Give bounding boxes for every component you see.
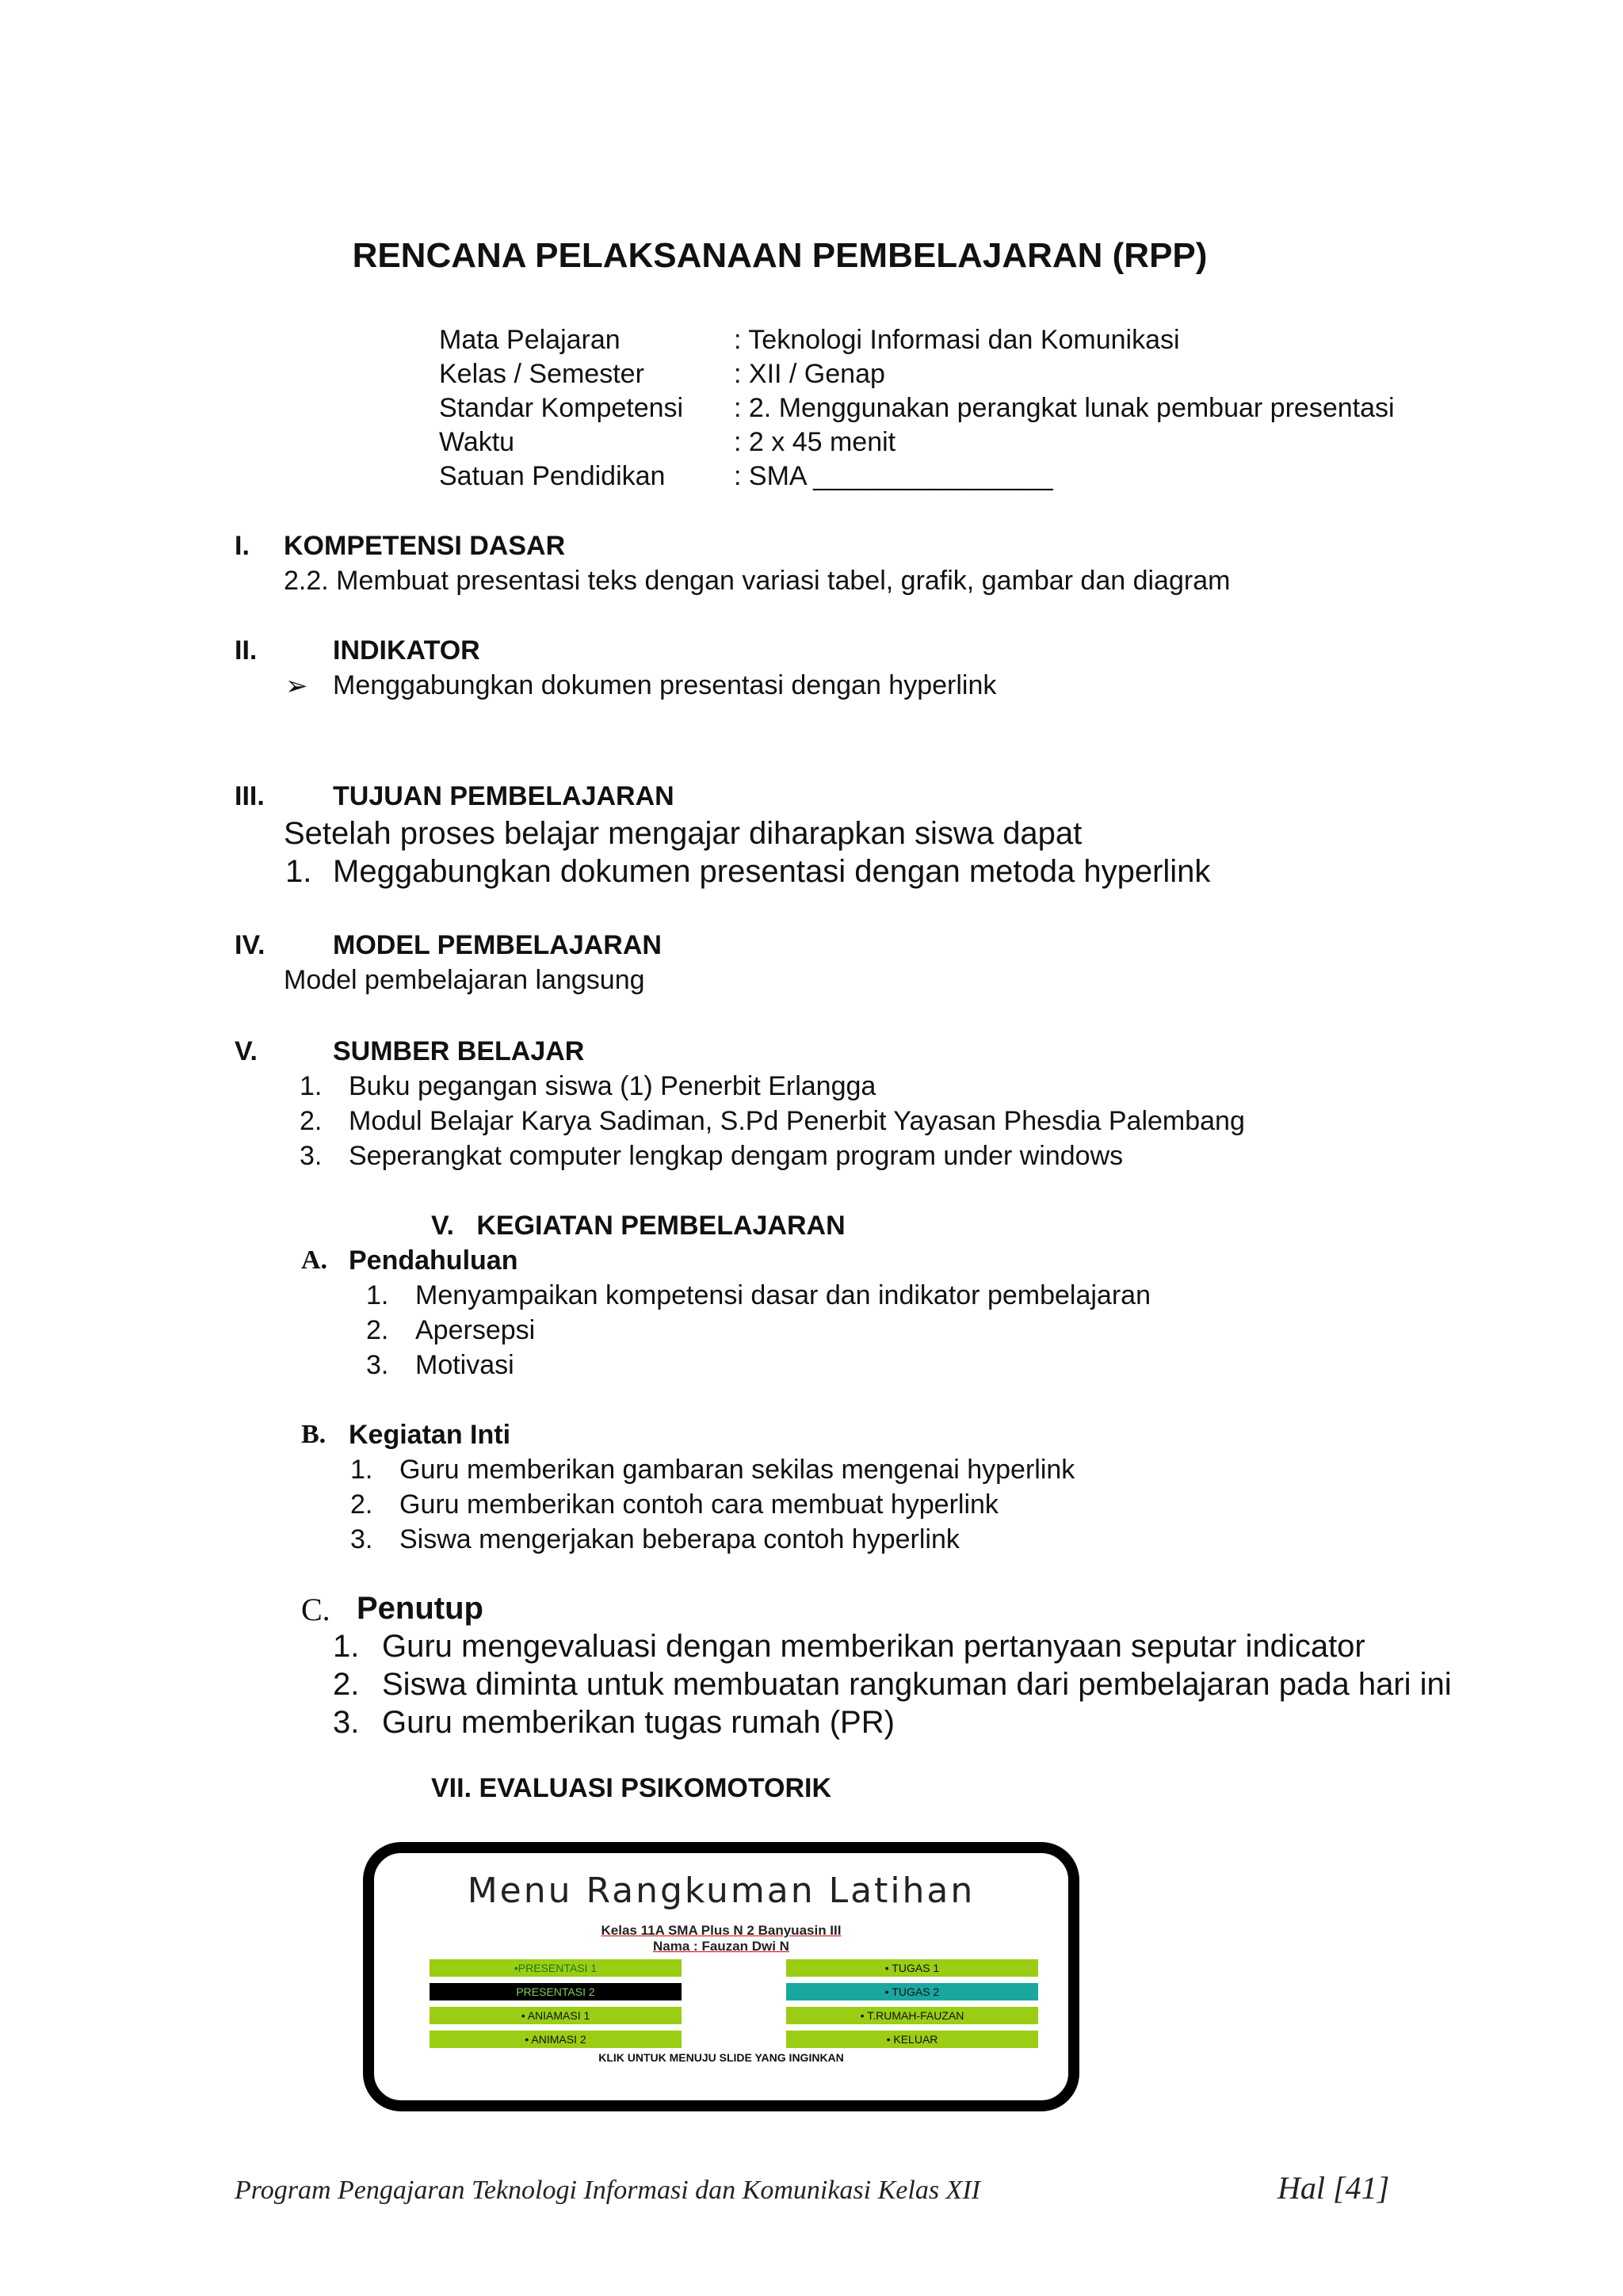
slide-button-tugas-2[interactable]: • TUGAS 2 [786, 1983, 1038, 2000]
info-label: Satuan Pendidikan [439, 461, 666, 491]
list-number: 3. [366, 1350, 389, 1380]
list-number: 2. [366, 1315, 389, 1345]
slide-name-line: Nama : Fauzan Dwi N [653, 1939, 789, 1954]
section-number: I. [235, 531, 250, 561]
info-value: : SMA ________________ [734, 461, 1053, 491]
section-text: 2.2. Membuat presentasi teks dengan variasi tabel, grafik, gambar dan diagram [284, 566, 1231, 596]
section-heading: MODEL PEMBELAJARAN [333, 930, 662, 960]
list-item: Modul Belajar Karya Sadiman, S.Pd Penerbit Yayasan Phesdia Palembang [349, 1106, 1245, 1136]
section-number: II. [235, 635, 258, 666]
section-intro: Setelah proses belajar mengajar diharapkan siswa dapat [284, 816, 1083, 851]
list-item: Guru memberikan gambaran sekilas mengenai hyperlink [399, 1455, 1075, 1485]
info-label: Waktu [439, 427, 515, 457]
section-text: Menggabungkan dokumen presentasi dengan hyperlink [333, 670, 997, 700]
list-item: Apersepsi [415, 1315, 536, 1345]
slide-button-animasi-2[interactable]: • ANIMASI 2 [430, 2031, 682, 2048]
list-number: 3. [300, 1141, 323, 1171]
info-label: Mata Pelajaran [439, 325, 621, 355]
list-item: Seperangkat computer lengkap dengam program under windows [349, 1141, 1124, 1171]
subsection-title: Pendahuluan [349, 1245, 518, 1276]
slide-title: Menu Rangkuman Latihan [467, 1871, 976, 1911]
info-value: : 2. Menggunakan perangkat lunak pembuar presentasi [734, 393, 1395, 423]
subsection-letter: A. [301, 1245, 328, 1275]
list-item: Guru memberikan tugas rumah (PR) [382, 1705, 895, 1740]
list-item: Meggabungkan dokumen presentasi dengan metoda hyperlink [333, 854, 1211, 889]
list-number: 1. [285, 854, 312, 889]
slide-button-presentasi-2[interactable]: PRESENTASI 2 [430, 1983, 682, 2000]
slide-button-animasi-1[interactable]: • ANIAMASI 1 [430, 2007, 682, 2024]
section-number: III. [235, 781, 265, 811]
list-number: 2. [350, 1489, 373, 1520]
slide-footer-text: KLIK UNTUK MENUJU SLIDE YANG INGINKAN [598, 2051, 844, 2064]
slide-thumbnail [363, 1842, 1079, 2111]
section-heading: SUMBER BELAJAR [333, 1036, 585, 1066]
section-heading: INDIKATOR [333, 635, 480, 666]
section-heading: KOMPETENSI DASAR [284, 531, 566, 561]
info-value: : 2 x 45 menit [734, 427, 896, 457]
document-title: RENCANA PELAKSANAAN PEMBELAJARAN (RPP) [352, 236, 1208, 275]
info-label: Kelas / Semester [439, 359, 644, 389]
list-number: 1. [333, 1629, 360, 1664]
section-number: V. [235, 1036, 258, 1066]
page-footer-text: Program Pengajaran Teknologi Informasi dan Komunikasi Kelas XII [235, 2176, 980, 2205]
info-label: Standar Kompetensi [439, 393, 684, 423]
slide-button-rumah[interactable]: • T.RUMAH-FAUZAN [786, 2007, 1038, 2024]
subsection-title: Penutup [357, 1591, 483, 1626]
list-item: Menyampaikan kompetensi dasar dan indikator pembelajaran [415, 1280, 1151, 1310]
list-number: 1. [300, 1071, 323, 1101]
bullet-arrow-icon: ➢ [285, 671, 308, 701]
section-heading: V. KEGIATAN PEMBELAJARAN [431, 1211, 846, 1241]
list-number: 1. [350, 1455, 373, 1485]
section-number: IV. [235, 930, 265, 960]
list-number: 3. [350, 1524, 373, 1554]
section-heading: TUJUAN PEMBELAJARAN [333, 781, 674, 811]
list-number: 2. [333, 1667, 360, 1702]
subsection-title: Kegiatan Inti [349, 1420, 511, 1450]
list-item: Motivasi [415, 1350, 514, 1380]
slide-button-tugas-1[interactable]: • TUGAS 1 [786, 1959, 1038, 1977]
list-item: Guru mengevaluasi dengan memberikan pertanyaan seputar indicator [382, 1629, 1365, 1664]
info-value: : Teknologi Informasi dan Komunikasi [734, 325, 1180, 355]
subsection-letter: C. [301, 1592, 330, 1627]
list-number: 2. [300, 1106, 323, 1136]
list-item: Siswa diminta untuk membuatan rangkuman dari pembelajaran pada hari ini [382, 1667, 1452, 1702]
section-heading: VII. EVALUASI PSIKOMOTORIK [431, 1773, 832, 1803]
list-item: Siswa mengerjakan beberapa contoh hyperlink [399, 1524, 960, 1554]
info-value: : XII / Genap [734, 359, 885, 389]
subsection-letter: B. [301, 1420, 327, 1449]
list-number: 3. [333, 1705, 360, 1740]
slide-button-keluar[interactable]: • KELUAR [786, 2031, 1038, 2048]
section-text: Model pembelajaran langsung [284, 965, 645, 995]
list-number: 1. [366, 1280, 389, 1310]
page-number: Hal [41] [1277, 2170, 1390, 2206]
list-item: Guru memberikan contoh cara membuat hyperlink [399, 1489, 999, 1520]
list-item: Buku pegangan siswa (1) Penerbit Erlangga [349, 1071, 876, 1101]
slide-class-line: Kelas 11A SMA Plus N 2 Banyuasin III [601, 1923, 842, 1938]
slide-button-presentasi-1[interactable]: •PRESENTASI 1 [430, 1959, 682, 1977]
